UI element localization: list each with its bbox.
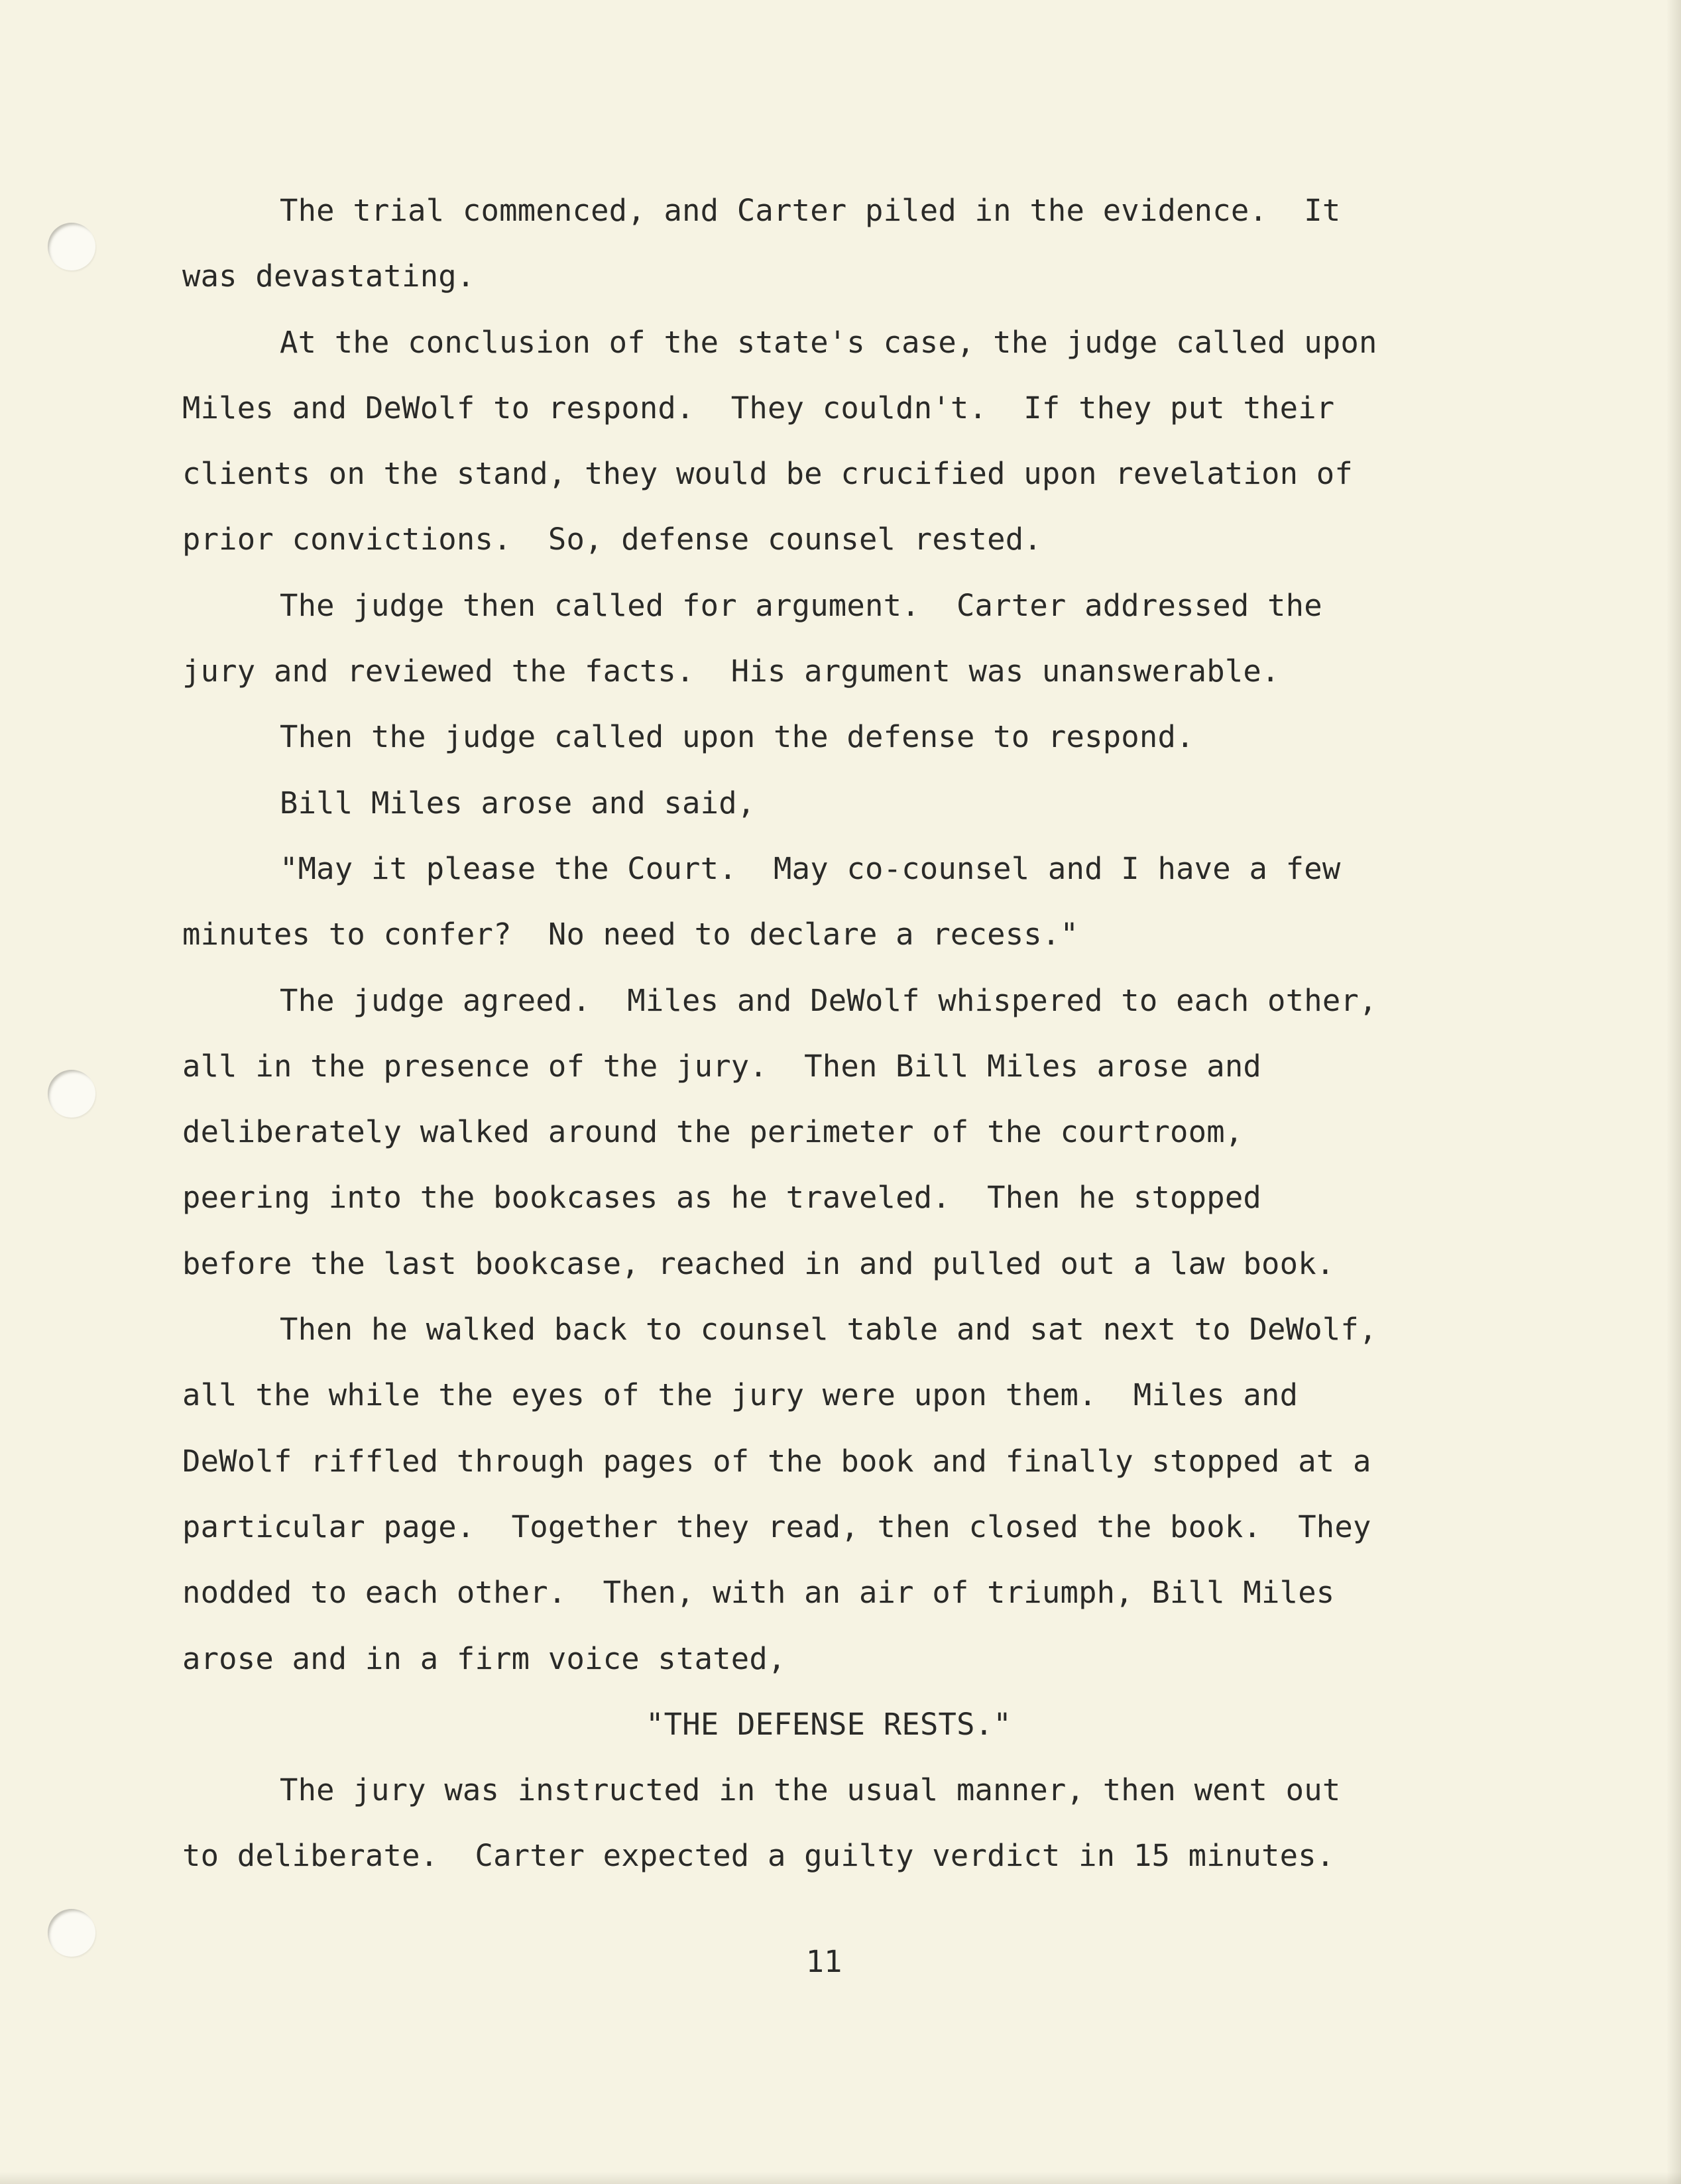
paragraph-line: jury and reviewed the facts. His argument was unanswerable. xyxy=(182,654,1280,689)
paragraph-line: The judge agreed. Miles and DeWolf whispered to each other, xyxy=(280,982,1377,1018)
paragraph-line: At the conclusion of the state's case, the judge called upon xyxy=(280,324,1377,360)
binder-hole xyxy=(48,223,95,270)
page-edge-shadow xyxy=(0,2172,1681,2184)
paragraph-line: clients on the stand, they would be crucified upon revelation of xyxy=(182,456,1353,492)
paragraph-line: nodded to each other. Then, with an air of triumph, Bill Miles xyxy=(182,1575,1335,1611)
paragraph-line: all in the presence of the jury. Then Bill Miles arose and xyxy=(182,1048,1262,1084)
centered-quote: "THE DEFENSE RESTS." xyxy=(646,1706,1012,1742)
binder-hole xyxy=(48,1070,95,1118)
paragraph-line: arose and in a firm voice stated, xyxy=(182,1640,786,1676)
paragraph-line: DeWolf riffled through pages of the book and finally stopped at a xyxy=(182,1443,1371,1479)
page-number: 11 xyxy=(805,1944,842,1979)
paragraph-line: prior convictions. So, defense counsel rested. xyxy=(182,522,1042,557)
paragraph-line: "May it please the Court. May co-counsel and I have a few xyxy=(280,850,1341,886)
paragraph-line: Bill Miles arose and said, xyxy=(280,785,756,821)
paragraph-line: particular page. Together they read, then closed the book. They xyxy=(182,1509,1371,1544)
paragraph-line: peering into the bookcases as he traveled. Then he stopped xyxy=(182,1180,1262,1216)
paragraph-line: was devastating. xyxy=(182,259,475,294)
paragraph-line: Then the judge called upon the defense to respond. xyxy=(280,719,1194,755)
paragraph-line: Then he walked back to counsel table and sat next to DeWolf, xyxy=(280,1312,1377,1348)
paragraph-line: deliberately walked around the perimeter of the courtroom, xyxy=(182,1114,1244,1150)
paragraph-line: Miles and DeWolf to respond. They couldn't. If they put their xyxy=(182,390,1335,426)
paragraph-line: before the last bookcase, reached in and pulled out a law book. xyxy=(182,1245,1335,1281)
paragraph-line: all the while the eyes of the jury were upon them. Miles and xyxy=(182,1377,1299,1413)
body-text xyxy=(182,187,1508,1898)
paragraph-line: The judge then called for argument. Carter addressed the xyxy=(280,587,1322,623)
paragraph-line: to deliberate. Carter expected a guilty verdict in 15 minutes. xyxy=(182,1838,1335,1874)
page-edge-shadow xyxy=(1666,0,1681,2184)
paragraph-line: The jury was instructed in the usual manner, then went out xyxy=(280,1772,1341,1808)
paragraph-line: minutes to confer? No need to declare a recess." xyxy=(182,917,1079,952)
paragraph-line: The trial commenced, and Carter piled in the evidence. It xyxy=(280,193,1341,228)
